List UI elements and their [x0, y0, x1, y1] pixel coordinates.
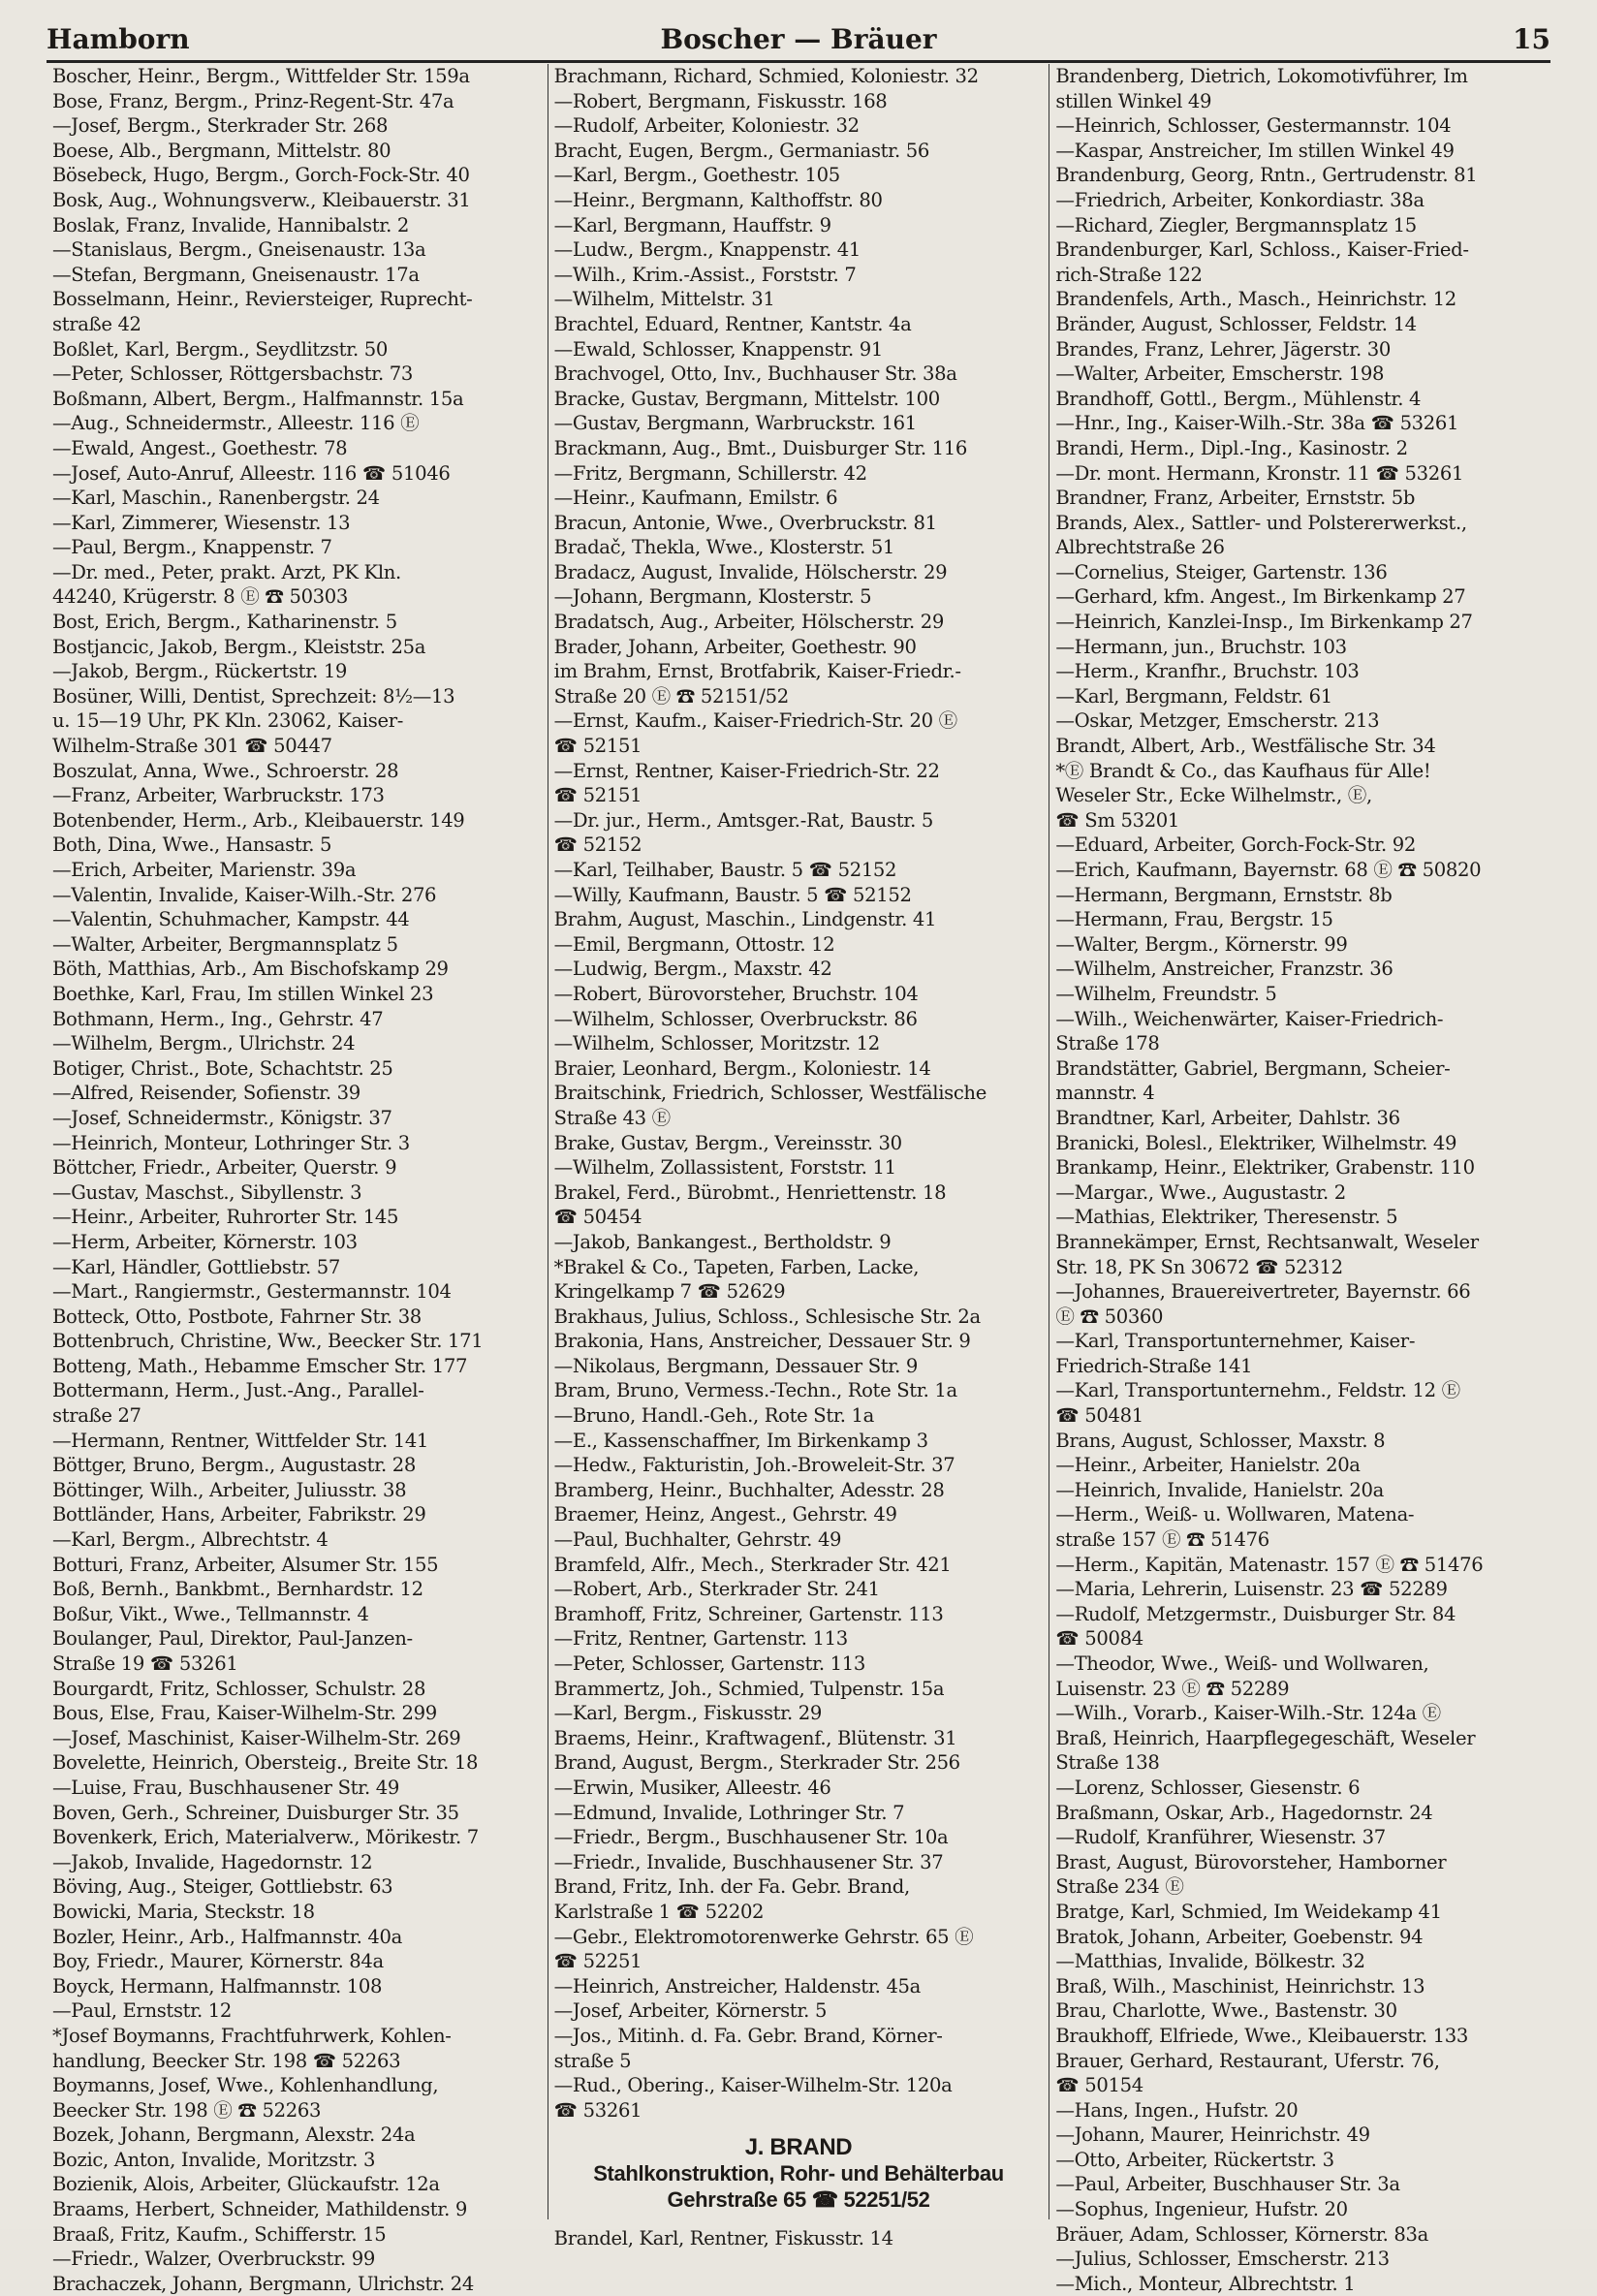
directory-entry: Brandi, Herm., Dipl.-Ing., Kasinostr. 2 — [1055, 436, 1408, 459]
directory-entry: Brammertz, Joh., Schmied, Tulpenstr. 15a — [553, 1677, 945, 1700]
directory-entry: handlung, Beecker Str. 198 ☎ 52263 — [52, 2049, 401, 2072]
directory-entry: Bradač, Thekla, Wwe., Klosterstr. 51 — [553, 536, 895, 559]
directory-entry: —Edmund, Invalide, Lothringer Str. 7 — [553, 1801, 905, 1824]
directory-entry: —Hermann, jun., Bruchstr. 103 — [1055, 635, 1347, 658]
directory-entry: —Bruno, Handl.-Geh., Rote Str. 1a — [553, 1404, 874, 1428]
directory-entry: —Heinr., Kaufmann, Emilstr. 6 — [553, 487, 838, 510]
directory-entry: —Wilh., Weichenwärter, Kaiser-Friedrich- — [1055, 1007, 1444, 1030]
directory-entry: —Kaspar, Anstreicher, Im stillen Winkel 49 — [1055, 139, 1455, 162]
directory-entry: —Rudolf, Kranführer, Wiesenstr. 37 — [1055, 1826, 1386, 1849]
directory-entry: —Karl, Transportunternehm., Feldstr. 12 Ⓔ — [1055, 1379, 1460, 1402]
directory-entry: Brahm, August, Maschin., Lindgenstr. 41 — [553, 908, 937, 931]
directory-entry: —Wilhelm, Bergm., Ulrichstr. 24 — [52, 1032, 356, 1055]
advertisement-j-brand — [554, 2134, 1044, 2213]
directory-entry: Bous, Else, Frau, Kaiser-Wilhelm-Str. 299 — [52, 1702, 437, 1725]
directory-entry: —Jakob, Bankangest., Bertholdstr. 9 — [553, 1230, 892, 1253]
directory-entry: Brachtel, Eduard, Rentner, Kantstr. 4a — [553, 312, 912, 335]
directory-entry: Bozic, Anton, Invalide, Moritzstr. 3 — [52, 2148, 376, 2171]
directory-entry: —Karl, Bergm., Goethestr. 105 — [553, 164, 840, 187]
directory-entry: —Walter, Bergm., Körnerstr. 99 — [1055, 932, 1348, 956]
directory-entry: —Heinrich, Invalide, Hanielstr. 20a — [1055, 1478, 1384, 1501]
directory-entry: —Hermann, Rentner, Wittfelder Str. 141 — [52, 1429, 429, 1452]
directory-entry: —Valentin, Schuhmacher, Kampstr. 44 — [52, 908, 410, 931]
directory-entry: Bräuer, Adam, Schlosser, Körnerstr. 83a — [1055, 2222, 1428, 2246]
directory-entry: Braß, Heinrich, Haarpflegegeschäft, Weseler — [1055, 1726, 1476, 1749]
directory-entry: —Aug., Schneidermstr., Alleestr. 116 Ⓔ — [52, 412, 420, 435]
directory-entry: Bost, Erich, Bergm., Katharinenstr. 5 — [52, 611, 397, 634]
directory-entry: —Hermann, Bergmann, Ernststr. 8b — [1055, 883, 1393, 906]
directory-entry: —Gustav, Bergmann, Warbruckstr. 161 — [553, 412, 917, 435]
directory-entry: —Karl, Teilhaber, Baustr. 5 ☎ 52152 — [553, 859, 897, 881]
directory-entry: stillen Winkel 49 — [1055, 89, 1212, 112]
directory-entry: Both, Dina, Wwe., Hansastr. 5 — [52, 833, 332, 857]
directory-entry: Bosk, Aug., Wohnungsverw., Kleibauerstr. 31 — [52, 188, 471, 211]
directory-entry: —Wilh., Vorarb., Kaiser-Wilh.-Str. 124a Ⓔ — [1055, 1702, 1441, 1725]
directory-entry: —Walter, Arbeiter, Emscherstr. 198 — [1055, 362, 1385, 386]
directory-entry: Boßur, Vikt., Wwe., Tellmannstr. 4 — [52, 1602, 369, 1625]
directory-entry: —Fritz, Bergmann, Schillerstr. 42 — [553, 461, 867, 485]
directory-entry: —Erwin, Musiker, Alleestr. 46 — [553, 1776, 831, 1799]
directory-entry: Böttger, Bruno, Bergm., Augustastr. 28 — [52, 1454, 416, 1477]
directory-entry: Boslak, Franz, Invalide, Hannibalstr. 2 — [52, 213, 409, 236]
directory-entry: —Hans, Ingen., Hufstr. 20 — [1055, 2098, 1299, 2122]
header-center: Boscher — Bräuer — [660, 22, 937, 55]
directory-entry: —Paul, Buchhalter, Gehrstr. 49 — [553, 1528, 842, 1552]
directory-entry: —Herm, Arbeiter, Körnerstr. 103 — [52, 1230, 358, 1253]
directory-entry: Botiger, Christ., Bote, Schachtstr. 25 — [52, 1056, 393, 1080]
directory-entry: ☎ 52251 — [553, 1950, 642, 1973]
directory-entry: —Peter, Schlosser, Röttgersbachstr. 73 — [52, 362, 413, 386]
directory-entry: Straße 20 Ⓔ ☎ 52151/52 — [553, 684, 789, 708]
directory-entry: straße 42 — [52, 312, 141, 335]
directory-entry: —Karl, Bergmann, Hauffstr. 9 — [553, 213, 831, 236]
directory-entry: Brankamp, Heinr., Elektriker, Grabenstr. 110 — [1055, 1156, 1475, 1179]
directory-entry: Beecker Str. 198 Ⓔ ☎ 52263 — [52, 2098, 322, 2122]
directory-entry: Ⓔ ☎ 50360 — [1055, 1305, 1164, 1328]
directory-entry: —Karl, Zimmerer, Wiesenstr. 13 — [52, 511, 351, 534]
directory-entry: —Johannes, Brauereivertreter, Bayernstr. 66 — [1055, 1280, 1471, 1304]
directory-entry: —Hnr., Ing., Kaiser-Wilh.-Str. 38a ☎ 53261 — [1055, 412, 1459, 435]
directory-entry: Braukhoff, Elfriede, Wwe., Kleibauerstr. 133 — [1055, 2024, 1468, 2047]
directory-entry: —Nikolaus, Bergmann, Dessauer Str. 9 — [553, 1354, 919, 1377]
directory-entry: —Johann, Maurer, Heinrichstr. 49 — [1055, 2123, 1370, 2147]
directory-entry: —Wilh., Krim.-Assist., Forststr. 7 — [553, 263, 857, 286]
directory-entry: u. 15—19 Uhr, PK Kln. 23062, Kaiser- — [52, 709, 404, 733]
directory-entry: Brandstätter, Gabriel, Bergmann, Scheier- — [1055, 1056, 1451, 1080]
directory-entry: —Oskar, Metzger, Emscherstr. 213 — [1055, 709, 1380, 733]
directory-entry: —Jakob, Invalide, Hagedornstr. 12 — [52, 1850, 373, 1873]
directory-entry: Braaß, Fritz, Kaufm., Schifferstr. 15 — [52, 2222, 387, 2246]
directory-entry: im Brahm, Ernst, Brotfabrik, Kaiser-Friedr.- — [553, 660, 961, 683]
directory-entry: mannstr. 4 — [1055, 1082, 1155, 1105]
directory-entry: Böth, Matthias, Arb., Am Bischofskamp 29 — [52, 958, 449, 981]
directory-entry: —Hermann, Frau, Bergstr. 15 — [1055, 908, 1333, 931]
directory-entry: Brandenfels, Arth., Masch., Heinrichstr. 12 — [1055, 288, 1456, 311]
directory-entry: —Karl, Bergm., Fiskusstr. 29 — [553, 1702, 823, 1725]
directory-entry: Böving, Aug., Steiger, Gottliebstr. 63 — [52, 1875, 393, 1899]
directory-entry: —Mart., Rangiermstr., Gestermannstr. 104 — [52, 1280, 452, 1304]
directory-entry: Brandhoff, Gottl., Bergm., Mühlenstr. 4 — [1055, 387, 1422, 410]
directory-entry: Brauer, Gerhard, Restaurant, Uferstr. 76, — [1055, 2049, 1440, 2072]
directory-entry: —Ludwig, Bergm., Maxstr. 42 — [553, 958, 832, 981]
directory-entry: Boscher, Heinr., Bergm., Wittfelder Str. 159a — [52, 65, 470, 87]
directory-entry: —Wilhelm, Schlosser, Moritzstr. 12 — [553, 1032, 880, 1055]
directory-entry: —Matthias, Invalide, Bölkestr. 32 — [1055, 1950, 1365, 1973]
directory-entry: —Wilhelm, Anstreicher, Franzstr. 36 — [1055, 958, 1393, 981]
directory-entry: ☎ 53261 — [553, 2098, 642, 2122]
directory-entry: Brandenberg, Dietrich, Lokomotivführer, Im — [1055, 65, 1468, 87]
directory-entry: Luisenstr. 23 Ⓔ ☎ 52289 — [1055, 1677, 1290, 1700]
directory-entry: Straße 178 — [1055, 1032, 1160, 1055]
directory-entry: Boethke, Karl, Frau, Im stillen Winkel 23 — [52, 982, 434, 1005]
directory-entry: Boulanger, Paul, Direktor, Paul-Janzen- — [52, 1627, 413, 1651]
directory-entry: Brau, Charlotte, Wwe., Bastenstr. 30 — [1055, 1999, 1397, 2023]
directory-entry: —Ewald, Angest., Goethestr. 78 — [52, 436, 348, 459]
directory-entry: —Gustav, Maschst., Sibyllenstr. 3 — [52, 1180, 362, 1204]
directory-entry: Brakel, Ferd., Bürobmt., Henriettenstr. 18 — [553, 1180, 947, 1204]
directory-entry: Brachmann, Richard, Schmied, Koloniestr. 32 — [553, 65, 979, 87]
directory-entry: —Gerhard, kfm. Angest., Im Birkenkamp 27 — [1055, 585, 1466, 609]
directory-entry: Böttcher, Friedr., Arbeiter, Querstr. 9 — [52, 1156, 397, 1179]
directory-entry: ☎ 52151 — [553, 735, 642, 758]
directory-entry: Brast, August, Bürovorsteher, Hamborner — [1055, 1850, 1447, 1873]
directory-entry: Brandtner, Karl, Arbeiter, Dahlstr. 36 — [1055, 1106, 1400, 1129]
directory-entry: Brakhaus, Julius, Schloss., Schlesische Str. 2a — [553, 1305, 981, 1328]
directory-entry: Bovenkerk, Erich, Materialverw., Mörikestr. 7 — [52, 1826, 479, 1849]
directory-entry: —Karl, Bergmann, Feldstr. 61 — [1055, 684, 1332, 708]
directory-entry: —Friedrich, Arbeiter, Konkordiastr. 38a — [1055, 188, 1425, 211]
directory-entry: Bottländer, Hans, Arbeiter, Fabrikstr. 29 — [52, 1503, 426, 1526]
directory-entry: Brackmann, Aug., Bmt., Duisburger Str. 116 — [553, 436, 968, 459]
directory-entry: —Julius, Schlosser, Emscherstr. 213 — [1055, 2248, 1390, 2271]
directory-entry: Bozek, Johann, Bergmann, Alexstr. 24a — [52, 2123, 416, 2147]
directory-entry: Braier, Leonhard, Bergm., Koloniestr. 14 — [553, 1056, 931, 1080]
directory-entry: Brakonia, Hans, Anstreicher, Dessauer Str. 9 — [553, 1330, 971, 1353]
directory-entry: Str. 18, PK Sn 30672 ☎ 52312 — [1055, 1255, 1343, 1278]
directory-entry: —Herm., Kranfhr., Bruchstr. 103 — [1055, 660, 1360, 683]
directory-entry: —Heinrich, Kanzlei-Insp., Im Birkenkamp 27 — [1055, 611, 1473, 634]
directory-entry: Straße 234 Ⓔ — [1055, 1875, 1184, 1899]
directory-entry: —Rudolf, Metzgermstr., Duisburger Str. 84 — [1055, 1602, 1456, 1625]
directory-entry: Braems, Heinr., Kraftwagenf., Blütenstr. 31 — [553, 1726, 957, 1749]
directory-entry: —Paul, Ernststr. 12 — [52, 1999, 233, 2023]
directory-entry: —Eduard, Arbeiter, Gorch-Fock-Str. 92 — [1055, 833, 1416, 857]
directory-entry: Bosüner, Willi, Dentist, Sprechzeit: 8½—13 — [52, 684, 455, 708]
directory-entry: Bradacz, August, Invalide, Hölscherstr. 29 — [553, 560, 948, 583]
directory-entry: —Karl, Bergm., Albrechtstr. 4 — [52, 1528, 329, 1552]
directory-entry: Bosselmann, Heinr., Reviersteiger, Ruprecht- — [52, 288, 473, 311]
directory-entry: Boese, Alb., Bergmann, Mittelstr. 80 — [52, 139, 391, 162]
directory-entry: Böttinger, Wilh., Arbeiter, Juliusstr. 38 — [52, 1478, 407, 1501]
directory-entry: —Walter, Arbeiter, Bergmannsplatz 5 — [52, 932, 398, 956]
directory-entry: Bramhoff, Fritz, Schreiner, Gartenstr. 113 — [553, 1602, 944, 1625]
directory-entry: Boymanns, Josef, Wwe., Kohlenhandlung, — [52, 2074, 439, 2097]
directory-entry: 44240, Krügerstr. 8 Ⓔ ☎ 50303 — [52, 585, 349, 609]
directory-entry: —Robert, Bergmann, Fiskusstr. 168 — [553, 89, 888, 112]
directory-entry: —Stanislaus, Bergm., Gneisenaustr. 13a — [52, 238, 426, 262]
ad-line-2: Gehrstraße 65 ☎ 52251/52 — [667, 2187, 930, 2213]
page-number: 15 — [1513, 22, 1550, 55]
ad-line-1: Stahlkonstruktion, Rohr- und Behälterbau — [593, 2161, 1004, 2186]
directory-entry: —Stefan, Bergmann, Gneisenaustr. 17a — [52, 263, 420, 286]
directory-entry: Botteck, Otto, Postbote, Fahrner Str. 38 — [52, 1305, 422, 1328]
directory-entry: ☎ 50084 — [1055, 1627, 1143, 1651]
directory-entry: —Erich, Arbeiter, Marienstr. 39a — [52, 859, 357, 881]
directory-entry: straße 27 — [52, 1404, 141, 1428]
directory-entry: Boszulat, Anna, Wwe., Schroerstr. 28 — [52, 759, 399, 782]
directory-entry: Bratok, Johann, Arbeiter, Goebenstr. 94 — [1055, 1925, 1424, 1948]
directory-entry: Braitschink, Friedrich, Schlosser, Westfälische — [553, 1082, 986, 1105]
directory-entry: Bozler, Heinr., Arb., Halfmannstr. 40a — [52, 1925, 402, 1948]
directory-entry: —Emil, Bergmann, Ottostr. 12 — [553, 932, 835, 956]
column-1 — [47, 64, 548, 2295]
directory-entry: —Friedr., Invalide, Buschhausener Str. 37 — [553, 1850, 944, 1873]
directory-entry: —Mich., Monteur, Albrechtstr. 1 — [1055, 2272, 1356, 2295]
directory-entry: Bramfeld, Alfr., Mech., Sterkrader Str. 421 — [553, 1553, 952, 1576]
directory-entry: —Herm., Weiß- u. Wollwaren, Matena- — [1055, 1503, 1415, 1526]
directory-entry: —Fritz, Rentner, Gartenstr. 113 — [553, 1627, 848, 1651]
directory-entry: Braßmann, Oskar, Arb., Hagedornstr. 24 — [1055, 1801, 1433, 1824]
directory-entry: *Josef Boymanns, Frachtfuhrwerk, Kohlen- — [52, 2024, 452, 2047]
directory-entry: Bose, Franz, Bergm., Prinz-Regent-Str. 47a — [52, 89, 454, 112]
directory-entry: ☎ 52152 — [553, 833, 642, 857]
directory-entry: —Friedr., Walzer, Overbruckstr. 99 — [52, 2248, 375, 2271]
directory-entry: —Luise, Frau, Buschhausener Str. 49 — [52, 1776, 400, 1799]
directory-entry: —Ewald, Schlosser, Knappenstr. 91 — [553, 337, 883, 361]
directory-entry: ☎ 50154 — [1055, 2074, 1143, 2097]
directory-entry: Bottermann, Herm., Just.-Ang., Parallel- — [52, 1379, 424, 1402]
directory-entry: —Gebr., Elektromotorenwerke Gehrstr. 65 Ⓔ — [553, 1925, 974, 1948]
directory-entry: —Margar., Wwe., Augustastr. 2 — [1055, 1180, 1346, 1204]
directory-entry: —Josef, Maschinist, Kaiser-Wilhelm-Str. 269 — [52, 1726, 461, 1749]
directory-entry: —Franz, Arbeiter, Warbruckstr. 173 — [52, 784, 385, 807]
directory-entry: Brandenburg, Georg, Rntn., Gertrudenstr. 81 — [1055, 164, 1478, 187]
directory-entry: Straße 138 — [1055, 1751, 1160, 1775]
directory-entry: —Josef, Auto-Anruf, Alleestr. 116 ☎ 51046 — [52, 461, 451, 485]
directory-entry: Braemer, Heinz, Angest., Gehrstr. 49 — [553, 1503, 897, 1526]
directory-entry: —Mathias, Elektriker, Theresenstr. 5 — [1055, 1206, 1398, 1229]
directory-entry: Bostjancic, Jakob, Bergm., Kleiststr. 25a — [52, 635, 426, 658]
directory-entry: straße 5 — [553, 2049, 632, 2072]
directory-entry: Bovelette, Heinrich, Obersteig., Breite Str. 18 — [52, 1751, 479, 1775]
directory-entry: —Jakob, Bergm., Rückertstr. 19 — [52, 660, 348, 683]
directory-entry: Brandner, Franz, Arbeiter, Ernststr. 5b — [1055, 487, 1416, 510]
directory-entry: Bram, Bruno, Vermess.-Techn., Rote Str. 1a — [553, 1379, 957, 1402]
directory-entry: Brands, Alex., Sattler- und Polstererwerkst., — [1055, 511, 1467, 534]
directory-entry: —Paul, Bergm., Knappenstr. 7 — [52, 536, 332, 559]
directory-entry: —Heinr., Arbeiter, Hanielstr. 20a — [1055, 1454, 1361, 1477]
directory-entry: Bramberg, Heinr., Buchhalter, Adesstr. 28 — [553, 1478, 945, 1501]
directory-entry: Brake, Gustav, Bergm., Vereinsstr. 30 — [553, 1131, 902, 1154]
directory-entry: —Ludw., Bergm., Knappenstr. 41 — [553, 238, 861, 262]
ad-firm-name: J. BRAND — [744, 2134, 853, 2161]
directory-entry: —Wilhelm, Freundstr. 5 — [1055, 982, 1277, 1005]
directory-entry: Bozienik, Alois, Arbeiter, Glückaufstr. 12a — [52, 2173, 440, 2196]
directory-entry: Albrechtstraße 26 — [1055, 536, 1225, 559]
directory-entry: Brachvogel, Otto, Inv., Buchhauser Str. 38a — [553, 362, 957, 386]
directory-entry: —Paul, Arbeiter, Buschhauser Str. 3a — [1055, 2173, 1400, 2196]
directory-entry: Bracht, Eugen, Bergm., Germaniastr. 56 — [553, 139, 930, 162]
directory-entry: —Robert, Bürovorsteher, Bruchstr. 104 — [553, 982, 919, 1005]
directory-entry: Karlstraße 1 ☎ 52202 — [553, 1900, 765, 1923]
directory-entry: Bratge, Karl, Schmied, Im Weidekamp 41 — [1055, 1900, 1442, 1923]
directory-entry: Brachaczek, Johann, Bergmann, Ulrichstr. 24 — [52, 2272, 474, 2295]
directory-entry: Friedrich-Straße 141 — [1055, 1354, 1253, 1377]
directory-entry: *Ⓔ Brandt & Co., das Kaufhaus für Alle! — [1055, 759, 1431, 782]
directory-entry: —Erich, Kaufmann, Bayernstr. 68 Ⓔ ☎ 50820 — [1055, 859, 1482, 881]
directory-entry: —Ernst, Rentner, Kaiser-Friedrich-Str. 22 — [553, 759, 940, 782]
directory-entry: —Otto, Arbeiter, Rückertstr. 3 — [1055, 2148, 1334, 2171]
directory-entry: —Heinrich, Schlosser, Gestermannstr. 104 — [1055, 114, 1452, 138]
directory-entry: —E., Kassenschaffner, Im Birkenkamp 3 — [553, 1429, 928, 1452]
directory-entry: —Karl, Transportunternehmer, Kaiser- — [1055, 1330, 1416, 1353]
directory-entry: —Johann, Bergmann, Klosterstr. 5 — [553, 585, 872, 609]
directory-entry: rich-Straße 122 — [1055, 263, 1203, 286]
directory-entry: Boy, Friedr., Maurer, Körnerstr. 84a — [52, 1950, 384, 1973]
directory-entry: —Lorenz, Schlosser, Giesenstr. 6 — [1055, 1776, 1361, 1799]
directory-entry: Brandes, Franz, Lehrer, Jägerstr. 30 — [1055, 337, 1391, 361]
directory-entry: Kringelkamp 7 ☎ 52629 — [553, 1280, 786, 1304]
column-3 — [1049, 64, 1550, 2295]
directory-entry: Boß, Bernh., Bankbmt., Bernhardstr. 12 — [52, 1578, 423, 1601]
directory-entry: Botenbender, Herm., Arb., Kleibauerstr. 149 — [52, 808, 465, 832]
directory-entry: —Jos., Mitinh. d. Fa. Gebr. Brand, Körner- — [553, 2024, 943, 2047]
directory-entry: —Dr. mont. Hermann, Kronstr. 11 ☎ 53261 — [1055, 461, 1464, 485]
directory-entry: —Heinrich, Monteur, Lothringer Str. 3 — [52, 1131, 410, 1154]
directory-entry: —Heinr., Arbeiter, Ruhrorter Str. 145 — [52, 1206, 399, 1229]
header-left: Hamborn — [47, 22, 190, 55]
directory-entry: —Valentin, Invalide, Kaiser-Wilh.-Str. 276 — [52, 883, 437, 906]
directory-entry: —Theodor, Wwe., Weiß- und Wollwaren, — [1055, 1652, 1429, 1675]
page-header — [47, 17, 1550, 63]
directory-entry: straße 157 Ⓔ ☎ 51476 — [1055, 1528, 1269, 1552]
directory-entry: Bracke, Gustav, Bergmann, Mittelstr. 100 — [553, 387, 940, 410]
directory-entry: —Friedr., Bergm., Buschhausener Str. 10a — [553, 1826, 949, 1849]
directory-entry: Boßlet, Karl, Bergm., Seydlitzstr. 50 — [52, 337, 388, 361]
directory-entry: —Wilhelm, Mittelstr. 31 — [553, 288, 775, 311]
directory-entry: Brand, August, Bergm., Sterkrader Str. 256 — [553, 1751, 960, 1775]
directory-entry: Brans, August, Schlosser, Maxstr. 8 — [1055, 1429, 1386, 1452]
directory-entry: —Wilhelm, Zollassistent, Forststr. 11 — [553, 1156, 896, 1179]
directory-entry: Braams, Herbert, Schneider, Mathildenstr. 9 — [52, 2198, 467, 2221]
directory-entry: —Robert, Arb., Sterkrader Str. 241 — [553, 1578, 880, 1601]
directory-entry: Bracun, Antonie, Wwe., Overbruckstr. 81 — [553, 511, 937, 534]
directory-entry: Botturi, Franz, Arbeiter, Alsumer Str. 155 — [52, 1553, 439, 1576]
directory-entry: Bränder, August, Schlosser, Feldstr. 14 — [1055, 312, 1417, 335]
directory-entry: Bösebeck, Hugo, Bergm., Gorch-Fock-Str. 40 — [52, 164, 470, 187]
directory-entry: Bothmann, Herm., Ing., Gehrstr. 47 — [52, 1007, 384, 1030]
directory-entry: Bottenbruch, Christine, Ww., Beecker Str. 171 — [52, 1330, 484, 1353]
directory-entry: —Peter, Schlosser, Gartenstr. 113 — [553, 1652, 865, 1675]
directory-entry: Bowicki, Maria, Steckstr. 18 — [52, 1900, 315, 1923]
directory-entry: ☎ 50481 — [1055, 1404, 1143, 1428]
directory-entry: Boyck, Hermann, Halfmannstr. 108 — [52, 1974, 383, 1997]
directory-entry: Botteng, Math., Hebamme Emscher Str. 177 — [52, 1354, 468, 1377]
directory-entry: Brandel, Karl, Rentner, Fiskusstr. 14 — [553, 2227, 893, 2250]
directory-entry: —Herm., Kapitän, Matenastr. 157 Ⓔ ☎ 51476 — [1055, 1553, 1484, 1576]
directory-entry: —Heinrich, Anstreicher, Haldenstr. 45a — [553, 1974, 922, 1997]
directory-entry: Boßmann, Albert, Bergm., Halfmannstr. 15a — [52, 387, 464, 410]
directory-entry: Branicki, Bolesl., Elektriker, Wilhelmstr. 49 — [1055, 1131, 1457, 1154]
directory-entry: Wilhelm-Straße 301 ☎ 50447 — [52, 735, 332, 758]
directory-entry: —Rud., Obering., Kaiser-Wilhelm-Str. 120a — [553, 2074, 953, 2097]
directory-entry: Braß, Wilh., Maschinist, Heinrichstr. 13 — [1055, 1974, 1425, 1997]
directory-entry: —Karl, Maschin., Ranenbergstr. 24 — [52, 487, 380, 510]
directory-entry: —Alfred, Reisender, Sofienstr. 39 — [52, 1082, 360, 1105]
directory-entry: —Dr. jur., Herm., Amtsger.-Rat, Baustr. 5 — [553, 808, 934, 832]
directory-entry: —Josef, Bergm., Sterkrader Str. 268 — [52, 114, 389, 138]
directory-entry: —Richard, Ziegler, Bergmannsplatz 15 — [1055, 213, 1417, 236]
directory-entry: Brader, Johann, Arbeiter, Goethestr. 90 — [553, 635, 917, 658]
directory-entry: ☎ 50454 — [553, 1206, 642, 1229]
column-2 — [548, 64, 1049, 2250]
directory-columns — [47, 64, 1550, 2295]
directory-entry: Bourgardt, Fritz, Schlosser, Schulstr. 28 — [52, 1677, 426, 1700]
directory-entry: Weseler Str., Ecke Wilhelmstr., Ⓔ, — [1055, 784, 1372, 807]
directory-entry: Bradatsch, Aug., Arbeiter, Hölscherstr. 29 — [553, 611, 944, 634]
directory-entry: —Cornelius, Steiger, Gartenstr. 136 — [1055, 560, 1388, 583]
directory-entry: —Hedw., Fakturistin, Joh.-Broweleit-Str. 37 — [553, 1454, 955, 1477]
directory-entry: —Sophus, Ingenieur, Hufstr. 20 — [1055, 2198, 1348, 2221]
directory-entry: ☎ 52151 — [553, 784, 642, 807]
directory-entry: —Josef, Schneidermstr., Königstr. 37 — [52, 1106, 392, 1129]
directory-entry: —Dr. med., Peter, prakt. Arzt, PK Kln. — [52, 560, 401, 583]
directory-entry: —Karl, Händler, Gottliebstr. 57 — [52, 1255, 341, 1278]
directory-entry: Straße 19 ☎ 53261 — [52, 1652, 238, 1675]
directory-entry: —Josef, Arbeiter, Körnerstr. 5 — [553, 1999, 828, 2023]
directory-entry: —Wilhelm, Schlosser, Overbruckstr. 86 — [553, 1007, 918, 1030]
directory-entry: Straße 43 Ⓔ — [553, 1106, 671, 1129]
directory-entry: *Brakel & Co., Tapeten, Farben, Lacke, — [553, 1255, 920, 1278]
directory-entry: Brandenburger, Karl, Schloss., Kaiser-Fried- — [1055, 238, 1469, 262]
directory-entry: Boven, Gerh., Schreiner, Duisburger Str. 35 — [52, 1801, 459, 1824]
directory-entry: —Ernst, Kaufm., Kaiser-Friedrich-Str. 20 Ⓔ — [553, 709, 957, 733]
directory-entry: ☎ Sm 53201 — [1055, 808, 1180, 832]
directory-entry: —Heinr., Bergmann, Kalthoffstr. 80 — [553, 188, 883, 211]
directory-entry: Brandt, Albert, Arb., Westfälische Str. 34 — [1055, 735, 1436, 758]
directory-entry: —Maria, Lehrerin, Luisenstr. 23 ☎ 52289 — [1055, 1578, 1448, 1601]
directory-entry: Brannekämper, Ernst, Rechtsanwalt, Weseler — [1055, 1230, 1479, 1253]
directory-entry: —Willy, Kaufmann, Baustr. 5 ☎ 52152 — [553, 883, 912, 906]
directory-entry: Brand, Fritz, Inh. der Fa. Gebr. Brand, — [553, 1875, 910, 1899]
directory-entry: —Rudolf, Arbeiter, Koloniestr. 32 — [553, 114, 860, 138]
